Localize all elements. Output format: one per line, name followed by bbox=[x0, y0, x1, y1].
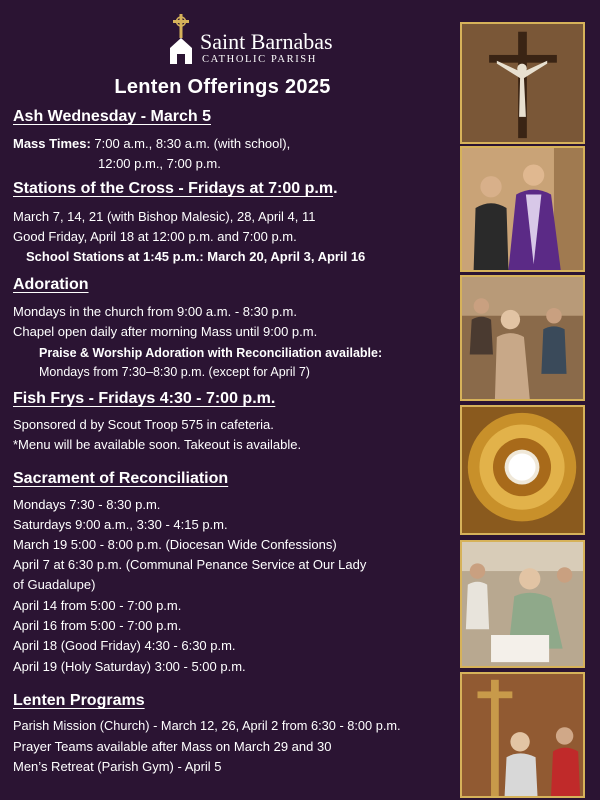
stations-good-friday: Good Friday, April 18 at 12:00 p.m. and 7:00 p.m. bbox=[13, 229, 297, 244]
ash-wednesday-photo bbox=[460, 146, 585, 272]
fish-frys-line-2: *Menu will be available soon. Takeout is available. bbox=[13, 437, 302, 452]
reconciliation-line: April 18 (Good Friday) 4:30 - 6:30 p.m. bbox=[13, 638, 236, 653]
reconciliation-heading: Sacrament of Reconciliation bbox=[13, 470, 229, 487]
reconciliation-line: April 16 from 5:00 - 7:00 p.m. bbox=[13, 618, 182, 633]
reconciliation-line: April 7 at 6:30 p.m. (Communal Penance Service at Our Lady bbox=[13, 557, 367, 572]
lenten-programs-photo bbox=[460, 672, 585, 798]
fish-frys-heading: Fish Frys - Fridays 4:30 - 7:00 p.m. bbox=[13, 390, 276, 407]
fish-frys-line-1: Sponsored d by Scout Troop 575 in cafeteria. bbox=[13, 417, 274, 432]
stations-heading: Stations of the Cross - Fridays at 7:00 p.m. bbox=[13, 180, 338, 197]
adoration-line-2: Chapel open daily after morning Mass until 9:00 p.m. bbox=[13, 324, 318, 339]
programs-line: Men’s Retreat (Parish Gym) - April 5 bbox=[13, 759, 222, 774]
praise-worship-adoration: Praise & Worship Adoration with Reconciliation available: bbox=[39, 346, 383, 360]
reconciliation-line: Mondays 7:30 - 8:30 p.m. bbox=[13, 497, 161, 512]
stations-dates: March 7, 14, 21 (with Bishop Malesic), 28, April 4, 11 bbox=[13, 209, 316, 224]
lenten-programs-heading: Lenten Programs bbox=[13, 692, 145, 709]
ash-times-1: 7:00 a.m., 8:30 a.m. (with school), bbox=[90, 136, 291, 151]
adoration-heading: Adoration bbox=[13, 276, 89, 293]
mass-times-label: Mass Times: bbox=[13, 136, 91, 151]
reconciliation-line: March 19 5:00 - 8:00 p.m. (Diocesan Wide Confessions) bbox=[13, 537, 337, 552]
parish-logo bbox=[168, 14, 378, 66]
reconciliation-line: Saturdays 9:00 a.m., 3:30 - 4:15 p.m. bbox=[13, 517, 228, 532]
crucifix-photo bbox=[460, 22, 585, 144]
programs-line: Prayer Teams available after Mass on March 29 and 30 bbox=[13, 739, 332, 754]
cross-logo-icon bbox=[168, 14, 194, 64]
ash-times-2: 12:00 p.m., 7:00 p.m. bbox=[98, 156, 221, 171]
reconciliation-line: April 19 (Holy Saturday) 3:00 - 5:00 p.m. bbox=[13, 659, 246, 674]
praise-worship-time: Mondays from 7:30–8:30 p.m. (except for April 7) bbox=[39, 365, 310, 379]
parish-subtitle: CATHOLIC PARISH bbox=[202, 54, 317, 65]
reconciliation-line: of Guadalupe) bbox=[13, 577, 96, 592]
reconciliation-photo bbox=[460, 540, 585, 668]
ash-wednesday-heading: Ash Wednesday - March 5 bbox=[13, 108, 211, 125]
programs-line: Parish Mission (Church) - March 12, 26, April 2 from 6:30 - 8:00 p.m. bbox=[13, 718, 401, 733]
adoration-photo bbox=[460, 275, 585, 401]
monstrance-photo bbox=[460, 405, 585, 535]
parish-name: Saint Barnabas bbox=[200, 29, 333, 54]
school-stations: School Stations at 1:45 p.m.: March 20, April 3, April 16 bbox=[26, 249, 366, 264]
adoration-line-1: Mondays in the church from 9:00 a.m. - 8:30 p.m. bbox=[13, 304, 297, 319]
ash-mass-times-line bbox=[13, 136, 290, 152]
reconciliation-line: April 14 from 5:00 - 7:00 p.m. bbox=[13, 598, 182, 613]
page-title: Lenten Offerings 2025 bbox=[114, 76, 331, 98]
